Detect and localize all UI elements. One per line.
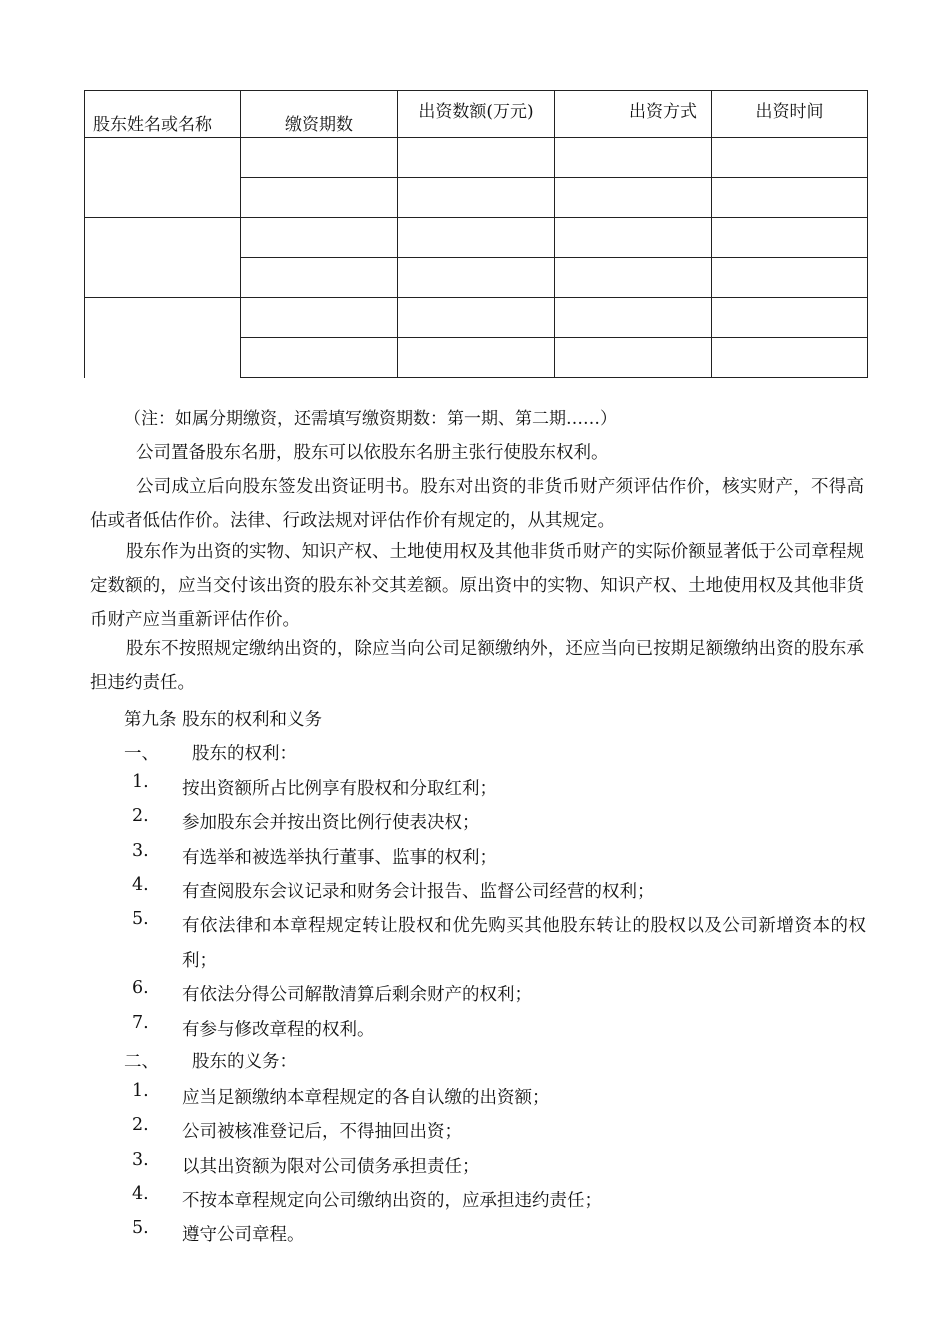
duties-item-number: 4. <box>132 1184 149 1204</box>
paragraph-default-liability: 股东不按照规定缴纳出资的，除应当向公司足额缴纳外，还应当向已按期足额缴纳出资的股东承担违约责任。 <box>90 639 864 693</box>
table-cell <box>555 178 712 218</box>
paragraph-certificate: 公司成立后向股东签发出资证明书。股东对出资的非货币财产须评估作价，核实财产，不得高估或者低估作价。法律、行政法规对评估作价有规定的，从其规定。 <box>90 477 864 531</box>
article-heading: 第九条 股东的权利和义务 <box>124 710 323 730</box>
header-payment-period: 缴资期数 <box>241 91 398 138</box>
table-cell <box>712 338 868 378</box>
rights-heading: 股东的权利： <box>192 744 297 764</box>
table-cell <box>241 338 398 378</box>
header-contribution-method: 出资方式 <box>555 91 712 138</box>
table-cell <box>398 338 555 378</box>
table-note: （注：如属分期缴资，还需填写缴资期数：第一期、第二期……） <box>124 409 617 429</box>
table-cell <box>555 258 712 298</box>
duties-item-number: 2. <box>132 1115 149 1135</box>
table-cell <box>241 178 398 218</box>
table-cell <box>398 258 555 298</box>
rights-item: 有依法分得公司解散清算后剩余财产的权利； <box>182 985 532 1005</box>
table-cell <box>398 138 555 178</box>
paragraph-register: 公司置备股东名册，股东可以依股东名册主张行使股东权利。 <box>136 443 609 463</box>
rights-item: 参加股东会并按出资比例行使表决权； <box>182 813 480 833</box>
duties-item: 遵守公司章程。 <box>182 1225 305 1245</box>
header-contribution-amount: 出资数额(万元) <box>398 91 555 138</box>
duties-item-number: 3. <box>132 1150 149 1170</box>
table-cell-name <box>85 138 241 218</box>
table-row <box>85 298 868 338</box>
duties-item-number: 1. <box>132 1081 149 1101</box>
table-cell <box>712 138 868 178</box>
rights-item: 有依法律和本章程规定转让股权和优先购买其他股东转让的股权以及公司新增资本的权利； <box>182 916 866 971</box>
duties-item: 不按本章程规定向公司缴纳出资的，应承担违约责任； <box>182 1191 602 1211</box>
table-cell <box>712 178 868 218</box>
rights-item: 按出资额所占比例享有股权和分取红利； <box>182 779 497 799</box>
rights-item: 有参与修改章程的权利。 <box>182 1020 375 1040</box>
paragraph-shortfall: 股东作为出资的实物、知识产权、土地使用权及其他非货币财产的实际价额显著低于公司章程规定数额的，应当交付该出资的股东补交其差额。原出资中的实物、知识产权、土地使用权及其他非货币财产应当重新评估作价。 <box>90 542 864 630</box>
rights-item-number: 1. <box>132 772 149 792</box>
table-cell <box>555 338 712 378</box>
table-row <box>85 218 868 258</box>
rights-item-number: 2. <box>132 806 149 826</box>
table-cell <box>241 218 398 258</box>
rights-item: 有查阅股东会议记录和财务会计报告、监督公司经营的权利； <box>182 882 655 902</box>
table-cell <box>241 138 398 178</box>
header-shareholder-name: 股东姓名或名称 <box>85 91 241 138</box>
duties-item: 应当足额缴纳本章程规定的各自认缴的出资额； <box>182 1088 550 1108</box>
table-cell <box>555 138 712 178</box>
rights-item-number: 6. <box>132 978 149 998</box>
table-cell <box>398 218 555 258</box>
duties-item: 以其出资额为限对公司债务承担责任； <box>182 1157 480 1177</box>
table-cell <box>241 298 398 338</box>
table-cell <box>712 218 868 258</box>
duties-item: 公司被核准登记后，不得抽回出资； <box>182 1122 462 1142</box>
duties-item-number: 5. <box>132 1218 149 1238</box>
table-row <box>85 138 868 178</box>
table-cell <box>712 298 868 338</box>
rights-item: 有选举和被选举执行董事、监事的权利； <box>182 848 497 868</box>
table-cell <box>241 258 398 298</box>
rights-item-number: 3. <box>132 841 149 861</box>
shareholder-contribution-table <box>84 90 868 378</box>
table-cell <box>398 298 555 338</box>
duties-heading-number: 二、 <box>124 1052 159 1072</box>
duties-heading: 股东的义务： <box>192 1052 297 1072</box>
table-cell-name <box>85 218 241 298</box>
table-cell <box>555 298 712 338</box>
table-cell-name <box>85 298 241 378</box>
table-header-row <box>85 91 868 138</box>
table-cell <box>712 258 868 298</box>
table-cell <box>555 218 712 258</box>
rights-item-number: 7. <box>132 1013 149 1033</box>
rights-item-number: 5. <box>132 909 149 929</box>
header-contribution-time: 出资时间 <box>712 91 868 138</box>
table-cell <box>398 178 555 218</box>
rights-item-number: 4. <box>132 875 149 895</box>
rights-heading-number: 一、 <box>124 744 159 764</box>
